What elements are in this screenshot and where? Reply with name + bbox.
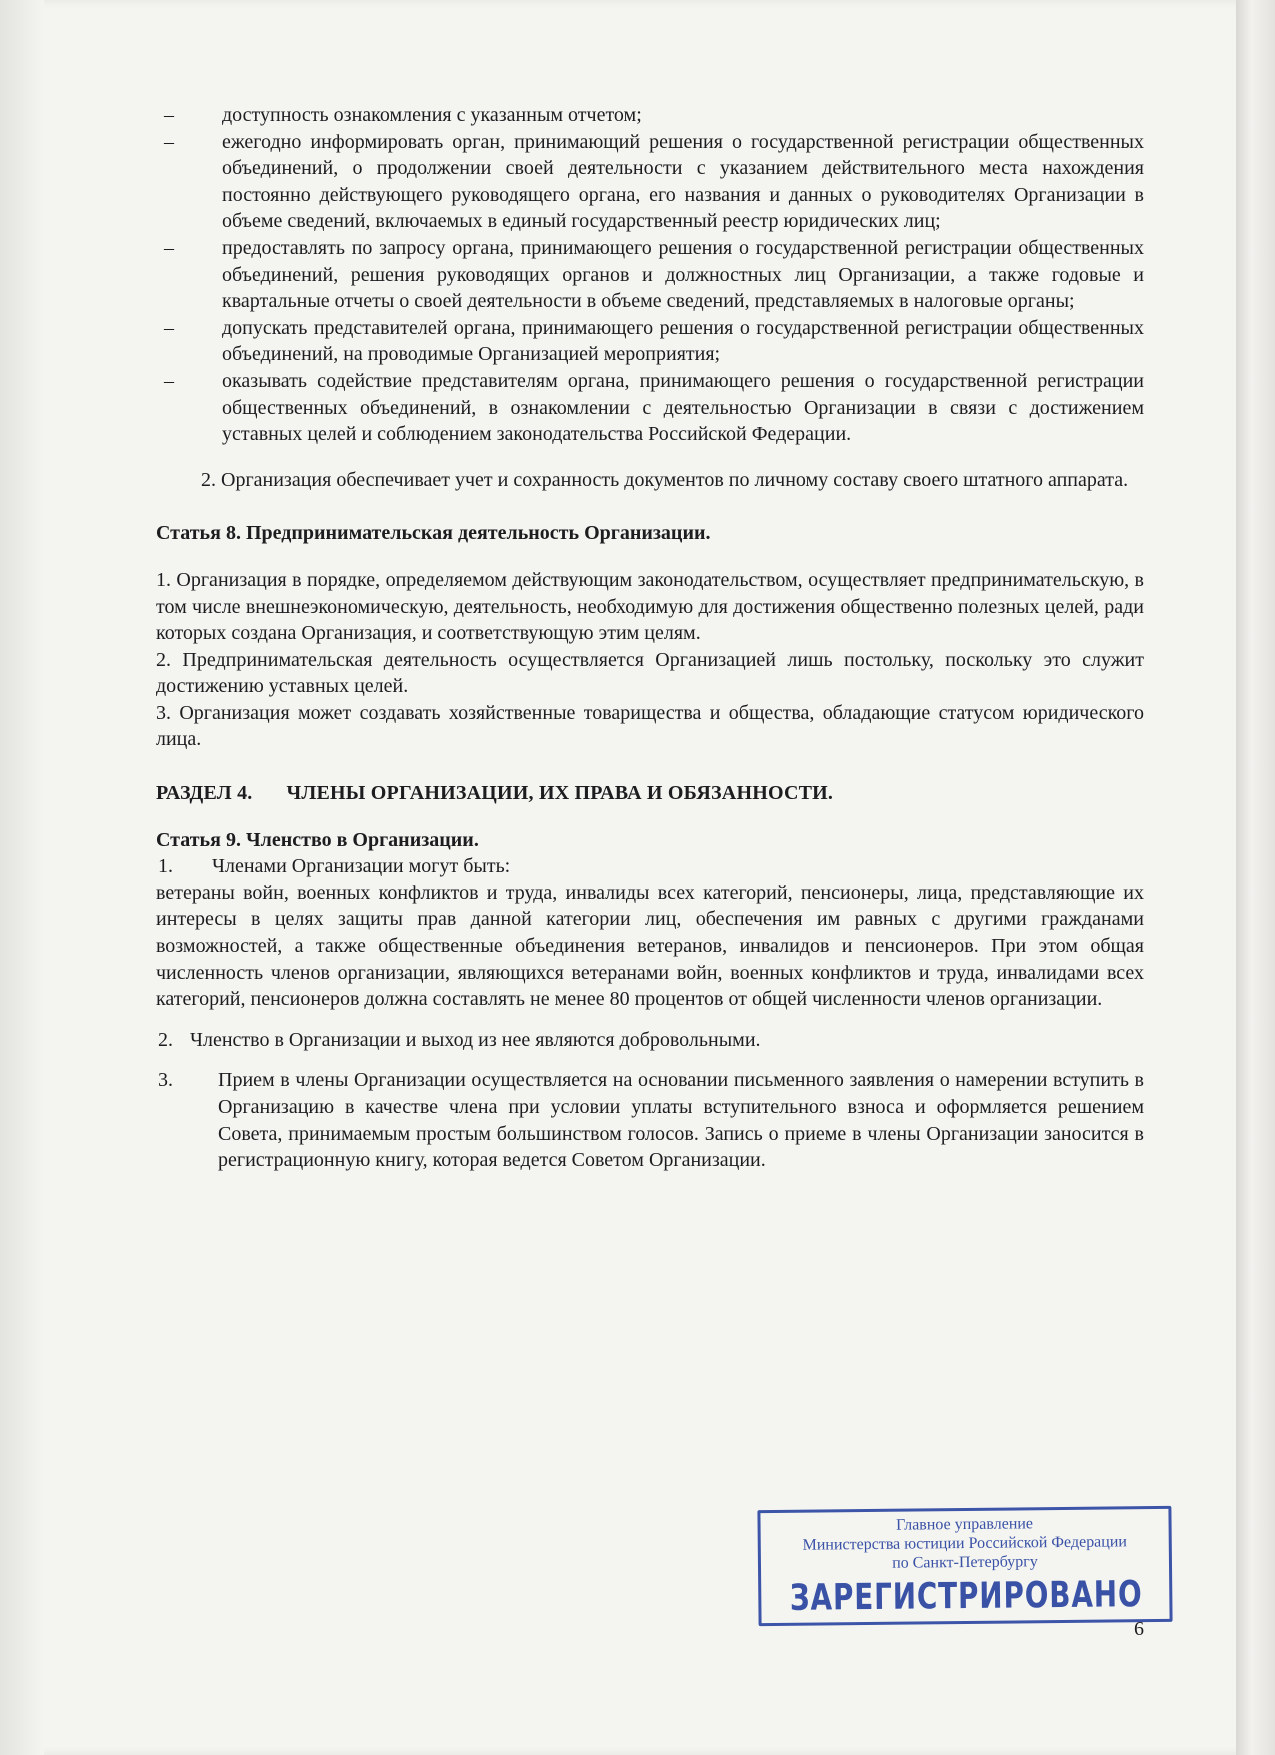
section-4-label: РАЗДЕЛ 4. — [156, 782, 253, 805]
article-9-item-2: 2. Членство в Организации и выход из нее являются добровольными. — [156, 1027, 1144, 1054]
article-8-body — [156, 567, 1144, 753]
list-dash: – — [164, 104, 174, 126]
section-4-heading — [156, 780, 1144, 807]
article-8-p2: 2. Предпринимательская деятельность осуществляется Организацией лишь постольку, поскольку это служит достижению уставных целей. — [156, 648, 1144, 698]
article-8-p1: 1. Организация в порядке, определяемом действующим законодательством, осуществляет предпринимательскую, в том числе внешнеэкономическую, деятельность, необходимую для достижения общественно полезных целей, ради которых создана Организация, и соответствующую этим целям. — [156, 568, 1144, 645]
item-number: 2. — [158, 1028, 173, 1051]
stamp-line-3: по Санкт-Петербургу — [892, 1553, 1038, 1572]
article-9-item-3: 3. Прием в члены Организации осуществляется на основании письменного заявления о намерении вступить в Организацию в качестве члена при условии уплаты вступительного взноса и оформляется решением Совета, принимаемым простым большинством голосов. Запись о приеме в члены Организации заносится в регистрационную книгу, которая ведется Советом Организации. — [158, 1069, 1144, 1172]
article-8-heading: Статья 8. Предпринимательская деятельность Организации. — [156, 522, 711, 545]
list-item: – оказывать содействие представителям органа, принимающего решения о государственной регистрации общественных объединений, в ознакомлении с деятельностью Организации в связи с достижением уставных целей и соблюдением законодательства Российской Федерации. — [164, 369, 1144, 446]
list-item: – доступность ознакомления с указанным отчетом; — [162, 102, 1144, 129]
list-dash: – — [164, 369, 174, 392]
article-9-body — [156, 853, 1144, 1174]
stamp-line-2: Министерства юстиции Российской Федерации — [802, 1533, 1128, 1554]
list-dash: – — [164, 130, 174, 153]
registration-stamp — [757, 1506, 1172, 1626]
stamp-line-1: Главное управление — [896, 1515, 1034, 1534]
stamp-registered-text: ЗАРЕГИСТРИРОВАНО — [789, 1574, 1143, 1619]
item-number: 1. — [158, 855, 173, 878]
section-4-title: ЧЛЕНЫ ОРГАНИЗАЦИИ, ИХ ПРАВА И ОБЯЗАННОСТИ. — [286, 782, 834, 805]
list-dash: – — [164, 236, 174, 259]
list-item: – ежегодно информировать орган, принимающий решения о государственной регистрации общественных объединений, о продолжении своей деятельности с указанием действительного места нахождения постоянно действующего руководящего органа, его названия и данных о руководителях Организации в объеме сведений, включаемых в единый государственный реестр юридических лиц; — [164, 130, 1144, 233]
obligations-list — [162, 102, 1144, 448]
article-9-item-1-body: ветераны войн, военных конфликтов и труда, инвалиды всех категорий, пенсионеры, лица, представляющие их интересы в целях защиты прав данной категории лиц, обеспечения им равных с другими гражданами возможностей, а также общественные объединения ветеранов, инвалидов и пенсионеров. При этом общая численность членов организации, являющихся ветеранами войн, военных конфликтов и труда, инвалидами всех категорий, пенсионеров должна составлять не менее 80 процентов от общей численности членов организации. — [156, 881, 1144, 1011]
article-9-heading: Статья 9. Членство в Организации. — [156, 828, 479, 851]
list-dash: – — [164, 316, 174, 339]
document-body — [156, 102, 1144, 1174]
page-edge — [1236, 0, 1275, 1755]
article-9-item-1: 1. Членами Организации могут быть: — [156, 853, 1144, 880]
item-number: 3. — [158, 1069, 173, 1092]
article-8-p3: 3. Организация может создавать хозяйственные товарищества и общества, обладающие статусом юридического лица. — [156, 701, 1144, 751]
binding-shadow — [0, 0, 44, 1755]
page-number: 6 — [1134, 1618, 1144, 1640]
list-item: – предоставлять по запросу органа, принимающего решения о государственной регистрации общественных объединений, решения руководящих органов и должностных лиц Организации, а также годовые и квартальные отчеты о своей деятельности в объеме сведений, представляемых в налоговые органы; — [164, 236, 1144, 313]
documents-paragraph: 2. Организация обеспечивает учет и сохранность документов по личному составу своего штатного аппарата. — [201, 468, 1129, 491]
list-item: – допускать представителей органа, принимающего решения о государственной регистрации общественных объединений, на проводимые Организацией мероприятия; — [164, 316, 1144, 366]
